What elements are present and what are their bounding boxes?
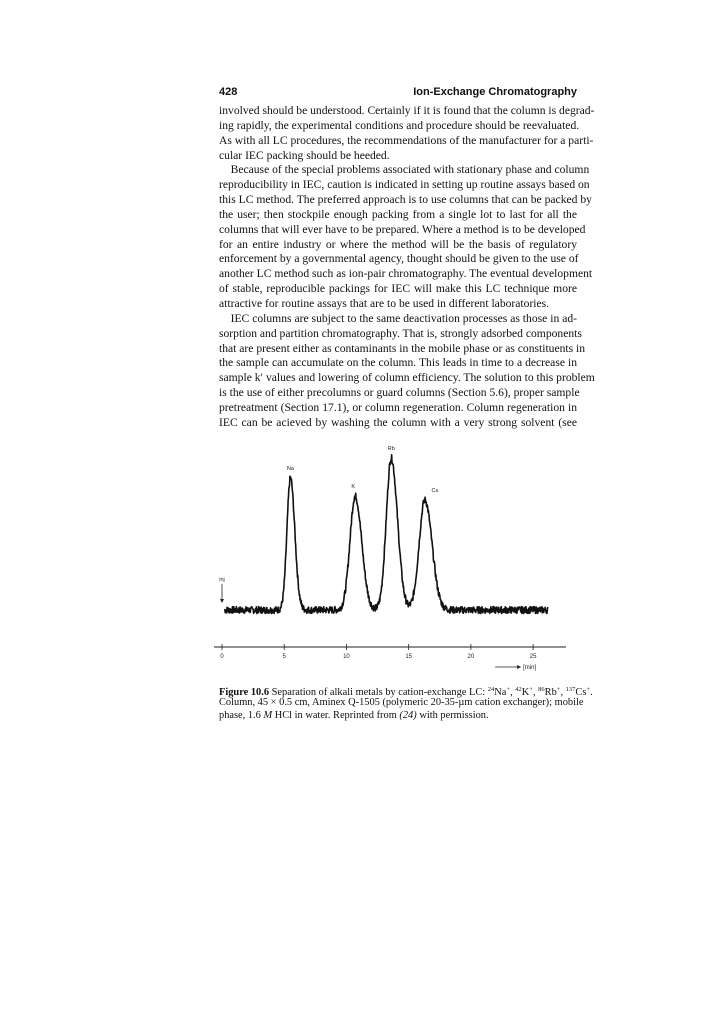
page-number: 428 [219,86,238,98]
axis-tick-label: 5 [282,654,286,660]
time-axis [214,644,566,671]
figure-chromatogram [200,436,580,676]
axis-tick-label: 20 [467,654,475,660]
text-line: ing rapidly, the experimental conditions and procedure should be reevaluated. [219,118,580,132]
text-line: IEC can be acieved by washing the column with a very strong solvent (see [219,415,577,429]
isotope-rb: $^{86}$Rb+ [538,686,561,698]
text-line: the sample can accumulate on the column. This leads in time to a decrease in [219,356,577,370]
text-line: sample k′ values and lowering of column efficiency. The solution to this problem [219,371,595,385]
injection-arrow [220,599,224,603]
text-line: pretreatment (Section 17.1), or column regeneration. Column regeneration in [219,400,577,414]
isotope-k: $^{42}$K+ [515,686,533,698]
reference-link: (24) [399,710,417,722]
text-line: cular IEC packing should be heeded. [219,148,390,162]
peak-label-cs: Cs [431,488,439,494]
caption-label: Figure 10.6 [219,687,270,698]
peak-label-k: K [351,484,355,490]
text-line: this LC method. The preferred approach is to use columns that can be packed by [219,193,592,207]
axis-tick-label: 0 [220,654,224,660]
text-line: the user; then stockpile enough packing from a single lot to last for all the [219,207,577,221]
caption-line: Figure 10.6 Separation of alkali metals by cation-exchange LC: $^{24}$Na+, $^{42}$K+, $^{86}$Rb+, $^{137}$Cs+. [219,686,593,698]
text-line: sorption and partition chromatography. That is, strongly adsorbed components [219,326,582,340]
caption-line: Column, 45 × 0.5 cm, Aminex Q-1505 (polymeric 20-35-µm cation exchanger); mobile [219,697,584,709]
text-line: another LC method such as ion-pair chromatography. The eventual development [219,267,593,281]
peak-label-na: Na [286,466,294,472]
text-line: Because of the special problems associated with stationary phase and column [219,163,590,177]
peak-label-rb: Rb [387,446,395,452]
caption-text: Separation of alkali metals by cation-exchange LC: [271,687,486,698]
running-head [219,86,577,102]
axis-arrow-head [517,665,521,669]
isotope-na: $^{24}$Na+ [487,686,511,698]
isotope-cs: $^{137}$Cs+ [565,686,591,698]
caption-line: phase, 1.6 M HCl in water. Reprinted from (24) with permission. [219,710,489,722]
chromatogram-plot [200,436,580,676]
text-line: IEC columns are subject to the same deactivation processes as those in ad- [219,311,577,325]
text-line: for an entire industry or where the method will be the basis of regulatory [219,237,577,251]
injection-label: inj [219,577,225,583]
axis-tick-label: 15 [405,654,413,660]
text-line: that are present either as contaminants in the mobile phase or as constituents in [219,341,586,355]
text-line: enforcement by a governmental agency, thought should be given to the use of [219,252,579,266]
text-line: reproducibility in IEC, caution is indicated in setting up routine assays based on [219,178,590,192]
chromatogram-trace [224,455,548,614]
text-line: As with all LC procedures, the recommendations of the manufacturer for a parti- [219,133,594,147]
text-line: of stable, reproducible packings for IEC will make this LC technique more [219,282,577,296]
text-line: columns that will ever have to be prepared. Where a method is to be developed [219,222,586,236]
text-line: attractive for routine assays that are to be used in different laboratories. [219,296,550,310]
text-line: is the use of either precolumns or guard columns (Section 5.6), proper sample [219,386,580,400]
running-title: Ion-Exchange Chromatography [413,86,577,98]
text-line: involved should be understood. Certainly if it is found that the column is degrad- [219,104,595,117]
trace-group [220,455,548,614]
body-text [219,104,595,431]
axis-tick-label: 10 [343,654,350,660]
axis-tick-label: 25 [529,654,537,660]
axis-unit-label: [min] [523,665,537,671]
peak-labels [219,446,438,583]
figure-caption [219,683,593,723]
